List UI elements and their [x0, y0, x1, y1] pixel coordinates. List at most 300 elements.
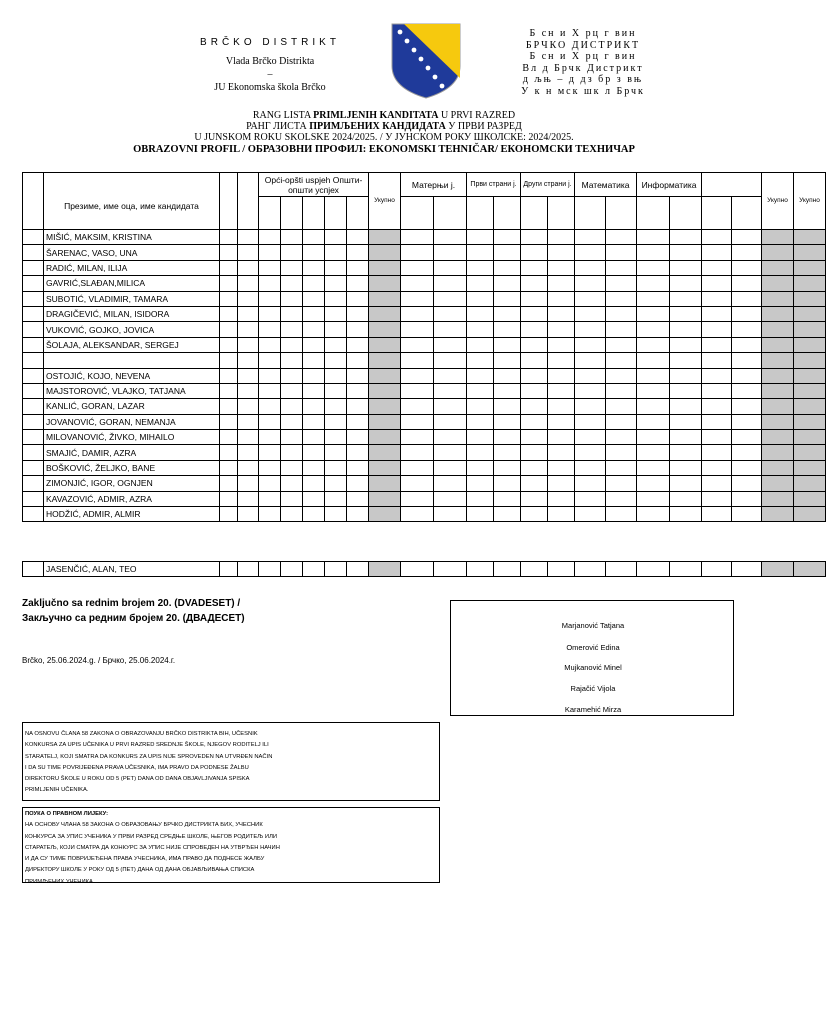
score-cell: [238, 260, 259, 275]
extra-row-table: [22, 561, 749, 577]
note-line: И ДА СУ ТИМЕ ПОВРИЈЕЂЕНА ПРАВА УЧЕСНИКА, ИМА ПРАВО ДА ПОДНЕСЕ ЖАЛБУ: [25, 856, 265, 863]
score-cell: [303, 306, 325, 321]
candidate-name: MAJSTOROVIĆ, VLAJKO, TATJANA: [44, 383, 220, 398]
score-cell: [670, 276, 702, 291]
score-cell: [702, 230, 732, 245]
score-cell: [794, 291, 826, 306]
score-cell: [325, 276, 347, 291]
score-cell: [494, 476, 521, 491]
score-cell: [702, 383, 732, 398]
score-cell: [259, 460, 281, 475]
score-cell: [702, 414, 732, 429]
score-cell: [238, 353, 259, 368]
score-cell: [303, 353, 325, 368]
score-cell: [794, 399, 826, 414]
score-cell: [238, 276, 259, 291]
score-cell: [494, 414, 521, 429]
score-cell: [494, 430, 521, 445]
score-cell: [220, 414, 238, 429]
score-cell: [325, 322, 347, 337]
score-cell: [238, 562, 259, 577]
table-row: [23, 491, 826, 506]
score-cell: [762, 399, 794, 414]
score-cell: [303, 491, 325, 506]
score-cell: [575, 230, 606, 245]
score-cell: [702, 260, 732, 275]
score-cell: [347, 399, 369, 414]
district-name: BRČKO DISTRIKT: [200, 37, 340, 48]
score-cell: [606, 476, 637, 491]
score-cell: [259, 491, 281, 506]
score-cell: [259, 430, 281, 445]
header-right-block: [498, 28, 668, 97]
score-cell: [325, 414, 347, 429]
score-cell: [521, 353, 548, 368]
header-right-line: д љњ – д дз бр з вњ: [522, 74, 644, 85]
rank-cell: [23, 399, 44, 414]
score-cell: [794, 430, 826, 445]
note-line: ПРИМЉЕНИХ УЧЕНИКА.: [25, 878, 95, 885]
score-cell: [702, 399, 732, 414]
table-row: [23, 291, 826, 306]
score-cell: [434, 260, 467, 275]
score-cell: [637, 507, 670, 522]
score-cell: [637, 368, 670, 383]
legal-note-latin: [22, 722, 440, 801]
score-cell: [467, 562, 494, 577]
score-cell: [369, 291, 401, 306]
score-cell: [494, 276, 521, 291]
candidate-name: JOVANOVIĆ, GORAN, NEMANJA: [44, 414, 220, 429]
score-cell: [303, 460, 325, 475]
score-cell: [762, 445, 794, 460]
score-cell: [369, 414, 401, 429]
score-cell: [670, 430, 702, 445]
score-cell: [220, 291, 238, 306]
score-cell: [548, 476, 575, 491]
score-cell: [794, 322, 826, 337]
score-cell: [606, 430, 637, 445]
rank-cell: [23, 445, 44, 460]
score-cell: [732, 445, 762, 460]
coat-of-arms-icon: [390, 22, 462, 100]
score-cell: [259, 230, 281, 245]
score-cell: [238, 414, 259, 429]
header-left-block: [186, 36, 354, 94]
score-cell: [762, 306, 794, 321]
mother-tongue-header: Матерњи ј.: [401, 173, 467, 197]
table-row: [23, 562, 826, 577]
score-cell: [575, 337, 606, 352]
score-cell: [794, 276, 826, 291]
score-cell: [521, 245, 548, 260]
score-cell: [494, 291, 521, 306]
score-cell: [606, 562, 637, 577]
score-cell: [401, 460, 434, 475]
table-row: [23, 383, 826, 398]
score-cell: [467, 260, 494, 275]
score-cell: [732, 383, 762, 398]
score-cell: [303, 337, 325, 352]
score-cell: [281, 230, 303, 245]
score-cell: [259, 562, 281, 577]
score-cell: [762, 476, 794, 491]
score-cell: [575, 507, 606, 522]
score-cell: [606, 291, 637, 306]
score-cell: [220, 276, 238, 291]
score-cell: [606, 445, 637, 460]
candidate-name: HODŽIĆ, ADMIR, ALMIR: [44, 507, 220, 522]
score-cell: [702, 430, 732, 445]
score-cell: [347, 430, 369, 445]
score-cell: [434, 507, 467, 522]
score-cell: [401, 245, 434, 260]
score-cell: [434, 476, 467, 491]
score-cell: [732, 276, 762, 291]
score-cell: [467, 507, 494, 522]
score-cell: [548, 260, 575, 275]
candidate-name: KAVAZOVIĆ, ADMIR, AZRA: [44, 491, 220, 506]
score-cell: [347, 460, 369, 475]
score-cell: [281, 562, 303, 577]
score-cell: [637, 430, 670, 445]
math-header: Математика: [575, 173, 637, 197]
score-cell: [670, 306, 702, 321]
informatics-header: Информатика: [637, 173, 702, 197]
score-cell: [401, 230, 434, 245]
total-column-header-2: Укупно: [762, 173, 794, 230]
score-cell: [548, 445, 575, 460]
score-cell: [259, 353, 281, 368]
score-cell: [401, 276, 434, 291]
score-cell: [238, 507, 259, 522]
score-cell: [220, 460, 238, 475]
score-cell: [434, 353, 467, 368]
score-cell: [521, 445, 548, 460]
score-cell: [606, 230, 637, 245]
score-cell: [702, 353, 732, 368]
total-column-header: Укупно: [369, 173, 401, 230]
score-cell: [220, 491, 238, 506]
note-line: DIREKTORU ŠKOLE U ROKU OD 5 (PET) DANA OD DANA OBJAVLJIVANJA SPISKA: [25, 776, 250, 783]
candidate-name: SMAJIĆ, DAMIR, AZRA: [44, 445, 220, 460]
score-cell: [220, 260, 238, 275]
score-cell: [548, 491, 575, 506]
score-cell: [670, 368, 702, 383]
educational-profile: OBRAZOVNI PROFIL / ОБРАЗОВНИ ПРОФИЛ: EKONOMSKI TEHNIČAR/ ЕКОНОМСКИ ТЕХНИЧАР: [133, 144, 635, 155]
score-cell: [401, 399, 434, 414]
score-cell: [762, 291, 794, 306]
score-cell: [325, 383, 347, 398]
score-cell: [548, 353, 575, 368]
score-cell: [281, 399, 303, 414]
first-foreign-header: Први страни ј.: [467, 173, 521, 197]
score-cell: [401, 414, 434, 429]
score-cell: [369, 562, 401, 577]
candidate-name: MIŠIĆ, MAKSIM, KRISTINA: [44, 230, 220, 245]
government-name: Vlada Brčko Distrikta: [225, 56, 315, 67]
score-cell: [434, 291, 467, 306]
score-cell: [521, 562, 548, 577]
score-cell: [347, 507, 369, 522]
score-cell: [259, 445, 281, 460]
score-cell: [494, 230, 521, 245]
score-cell: [325, 260, 347, 275]
score-cell: [762, 368, 794, 383]
score-cell: [762, 230, 794, 245]
score-cell: [325, 445, 347, 460]
score-cell: [303, 245, 325, 260]
score-cell: [238, 306, 259, 321]
score-cell: [494, 445, 521, 460]
score-cell: [369, 399, 401, 414]
score-cell: [220, 306, 238, 321]
rank-cell: [23, 562, 44, 577]
score-cell: [347, 260, 369, 275]
score-cell: [220, 368, 238, 383]
score-cell: [401, 291, 434, 306]
score-cell: [467, 383, 494, 398]
score-cell: [369, 430, 401, 445]
note-line: PRIMLJENIH UČENIKA.: [25, 787, 89, 794]
score-cell: [369, 230, 401, 245]
score-cell: [732, 491, 762, 506]
note-line: НА ОСНОВУ ЧЛАНА 58 ЗАКОНА О ОБРАЗОВАЊУ БРЧКО ДИСТРИКТА БИХ, УЧЕСНИК: [25, 822, 263, 829]
name-column-header: Презиме, име оца, име кандидата: [44, 173, 220, 230]
rank-header: [23, 173, 44, 230]
score-cell: [401, 476, 434, 491]
score-cell: [281, 337, 303, 352]
score-cell: [467, 276, 494, 291]
score-cell: [369, 368, 401, 383]
note-line: КОНКУРСА ЗА УПИС УЧЕНИКА У ПРВИ РАЗРЕД СРЕДЊЕ ШКОЛЕ, ЊЕГОВ РОДИТЕЉ ИЛИ: [25, 833, 278, 840]
score-cell: [467, 460, 494, 475]
score-cell: [670, 245, 702, 260]
table-row: [23, 399, 826, 414]
score-cell: [606, 276, 637, 291]
header-right-line: У к н мск шк л Брчк: [521, 85, 645, 97]
score-cell: [401, 337, 434, 352]
score-cell: [732, 260, 762, 275]
score-cell: [762, 507, 794, 522]
score-cell: [637, 245, 670, 260]
score-cell: [434, 562, 467, 577]
score-cell: [347, 476, 369, 491]
score-cell: [347, 445, 369, 460]
score-cell: [637, 291, 670, 306]
score-cell: [303, 276, 325, 291]
score-cell: [467, 491, 494, 506]
score-cell: [281, 507, 303, 522]
score-cell: [794, 230, 826, 245]
title-latin: RANG LISTA PRIMLJENIH KANDITATA U PRVI RAZRED: [252, 110, 516, 121]
score-cell: [238, 476, 259, 491]
score-cell: [369, 445, 401, 460]
commission-member: Omerović Edina: [566, 643, 620, 652]
score-cell: [434, 322, 467, 337]
score-cell: [762, 460, 794, 475]
score-cell: [494, 399, 521, 414]
score-cell: [401, 383, 434, 398]
rank-cell: [23, 460, 44, 475]
score-cell: [575, 353, 606, 368]
candidate-name: [44, 353, 220, 368]
score-cell: [575, 276, 606, 291]
rank-cell: [23, 260, 44, 275]
score-cell: [606, 337, 637, 352]
score-cell: [606, 368, 637, 383]
score-cell: [575, 399, 606, 414]
score-cell: [637, 337, 670, 352]
score-cell: [238, 368, 259, 383]
score-cell: [762, 337, 794, 352]
table-row: [23, 353, 826, 368]
document-titles: [0, 110, 768, 155]
score-cell: [434, 245, 467, 260]
score-cell: [281, 460, 303, 475]
candidate-name: ŠOLAJA, ALEKSANDAR, SERGEJ: [44, 337, 220, 352]
score-cell: [670, 322, 702, 337]
score-cell: [637, 230, 670, 245]
score-cell: [303, 260, 325, 275]
score-cell: [467, 430, 494, 445]
score-cell: [548, 507, 575, 522]
score-cell: [347, 230, 369, 245]
score-cell: [548, 230, 575, 245]
score-cell: [702, 491, 732, 506]
rank-cell: [23, 368, 44, 383]
score-cell: [794, 337, 826, 352]
table-row: [23, 306, 826, 321]
header-right-line: Вл д Брчк Дистрикт: [522, 62, 644, 74]
score-cell: [238, 460, 259, 475]
score-cell: [521, 430, 548, 445]
score-cell: [220, 445, 238, 460]
candidate-name: ŠARENAC, VASO, UNA: [44, 245, 220, 260]
candidate-name: OSTOJIĆ, KOJO, NEVENA: [44, 368, 220, 383]
commission-member: Karamehić Mirza: [564, 705, 622, 714]
score-cell: [259, 245, 281, 260]
score-cell: [259, 414, 281, 429]
score-cell: [325, 245, 347, 260]
score-cell: [369, 383, 401, 398]
score-cell: [670, 260, 702, 275]
score-cell: [794, 306, 826, 321]
score-cell: [606, 414, 637, 429]
score-cell: [238, 491, 259, 506]
score-cell: [521, 507, 548, 522]
score-cell: [702, 306, 732, 321]
score-cell: [434, 368, 467, 383]
score-cell: [220, 562, 238, 577]
header-right-line: Б сн и Х рц г вин: [529, 51, 637, 62]
score-cell: [325, 353, 347, 368]
general-success-header: Opći-opšti uspjeh Општи-општи успјех: [259, 173, 369, 197]
table-row: [23, 507, 826, 522]
score-cell: [347, 491, 369, 506]
total-column-header-3: Укупно: [794, 173, 826, 230]
conclusion-cyrillic: Закључно са редним бројем 20. (ДВАДЕСЕТ): [22, 613, 245, 624]
rank-cell: [23, 383, 44, 398]
score-cell: [732, 306, 762, 321]
table-row: [23, 430, 826, 445]
table-row: [23, 414, 826, 429]
title-term: U JUNSKOM ROKU SKOLSKE 2024/2025. / У ЈУНСКОМ РОКУ ШКОЛСКЕ: 2024/2025.: [194, 132, 574, 143]
score-cell: [259, 322, 281, 337]
score-cell: [670, 414, 702, 429]
score-cell: [548, 322, 575, 337]
score-cell: [548, 337, 575, 352]
score-cell: [548, 276, 575, 291]
score-cell: [494, 306, 521, 321]
score-cell: [347, 245, 369, 260]
score-cell: [702, 562, 732, 577]
score-cell: [325, 476, 347, 491]
score-cell: [303, 322, 325, 337]
note-line: ДИРЕКТОРУ ШКОЛЕ У РОКУ ОД 5 (ПЕТ) ДАНА ОД ДАНА ОБЈАВЉИВАЊА СПИСКА: [25, 867, 255, 874]
score-cell: [521, 322, 548, 337]
rank-cell: [23, 476, 44, 491]
score-cell: [637, 460, 670, 475]
score-cell: [548, 460, 575, 475]
commission-member: Rajačić Vijola: [570, 684, 616, 693]
score-cell: [521, 337, 548, 352]
score-cell: [548, 245, 575, 260]
score-cell: [259, 260, 281, 275]
score-cell: [467, 368, 494, 383]
score-cell: [637, 276, 670, 291]
score-cell: [401, 353, 434, 368]
score-cell: [467, 306, 494, 321]
score-cell: [606, 353, 637, 368]
score-cell: [494, 460, 521, 475]
table-row: [23, 445, 826, 460]
candidate-name: DRAGIČEVIĆ, MILAN, ISIDORA: [44, 306, 220, 321]
score-cell: [575, 306, 606, 321]
score-cell: [434, 306, 467, 321]
score-cell: [325, 460, 347, 475]
score-cell: [521, 399, 548, 414]
score-cell: [325, 368, 347, 383]
score-cell: [369, 460, 401, 475]
score-cell: [575, 414, 606, 429]
score-cell: [238, 399, 259, 414]
score-cell: [220, 430, 238, 445]
score-cell: [494, 507, 521, 522]
candidate-name: JASENČIĆ, ALAN, TEO: [44, 562, 220, 577]
score-cell: [325, 399, 347, 414]
rank-cell: [23, 276, 44, 291]
score-cell: [401, 507, 434, 522]
score-cell: [347, 383, 369, 398]
candidate-name: VUKOVIĆ, GOJKO, JOVICA: [44, 322, 220, 337]
score-cell: [434, 414, 467, 429]
score-cell: [303, 291, 325, 306]
score-cell: [548, 399, 575, 414]
score-cell: [401, 491, 434, 506]
score-cell: [259, 476, 281, 491]
score-cell: [670, 445, 702, 460]
score-cell: [762, 322, 794, 337]
score-cell: [325, 430, 347, 445]
score-cell: [548, 368, 575, 383]
score-cell: [762, 260, 794, 275]
score-cell: [762, 383, 794, 398]
table-row: [23, 230, 826, 245]
score-cell: [325, 306, 347, 321]
score-cell: [259, 383, 281, 398]
score-cell: [732, 245, 762, 260]
